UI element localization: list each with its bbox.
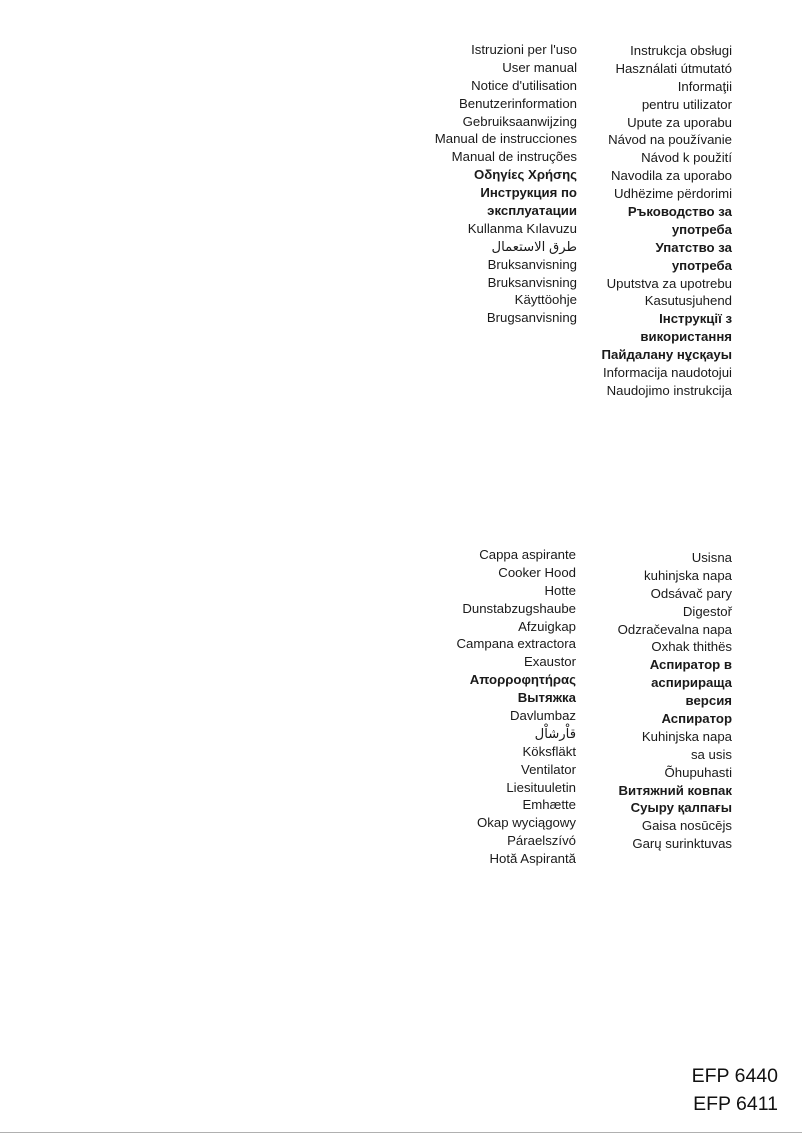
hood-name-line: Dunstabzugshaube bbox=[462, 600, 576, 616]
manual-title-line: Brugsanvisning bbox=[486, 310, 577, 326]
hood-name-line: Liesituuletin bbox=[506, 779, 576, 795]
hood-name-line: Páraelszívó bbox=[507, 833, 576, 849]
hood-name-line: Hotte bbox=[544, 582, 576, 598]
user-manual-titles-right bbox=[602, 42, 732, 400]
hood-name-line: Gaisa nosūcējs bbox=[641, 818, 732, 834]
manual-title-line: Használati útmutató bbox=[615, 60, 732, 76]
hood-name-line: Вытяжка bbox=[517, 690, 576, 706]
hood-name-line: sa usis bbox=[690, 746, 732, 762]
manual-title-line: Οδηγίες Χρήσης bbox=[473, 167, 577, 183]
manual-title-line: Інструкції з bbox=[659, 311, 732, 327]
manual-title-line: Manual de instruções bbox=[451, 149, 577, 165]
manual-title-line: Uputstva za upotrebu bbox=[606, 275, 732, 291]
cooker-hood-names-left bbox=[457, 546, 576, 868]
hood-name-line: Davlumbaz bbox=[510, 708, 576, 724]
hood-name-line: Cappa aspirante bbox=[479, 547, 576, 562]
hood-name-line: Аспиратор в bbox=[649, 657, 732, 673]
manual-title-line: використання bbox=[640, 329, 732, 345]
manual-title-line: Naudojimo instrukcija bbox=[606, 382, 732, 398]
manual-title-line: Ръководство за bbox=[627, 204, 732, 220]
hood-name-line: Odsávač pary bbox=[650, 585, 732, 601]
manual-title-line: Gebruiksaanwijzing bbox=[462, 113, 577, 129]
hood-name-line: Витяжний ковпак bbox=[618, 782, 732, 798]
manual-title-line: Navodila za uporabo bbox=[611, 168, 732, 184]
hood-name-line: Õhupuhasti bbox=[664, 764, 732, 780]
manual-title-line: Upute za uporabu bbox=[627, 114, 732, 130]
hood-name-line: Kuhinjska napa bbox=[641, 728, 732, 744]
manual-title-line: Упатство за bbox=[655, 239, 732, 255]
model-code: EFP 6440 bbox=[691, 1065, 778, 1087]
manual-title-line: Istruzioni per l'uso bbox=[471, 42, 577, 57]
manual-title-line: Návod k použití bbox=[641, 150, 732, 166]
manual-title-line: طرق الاستعمال bbox=[491, 238, 577, 254]
manual-title-line: Bruksanvisning bbox=[487, 256, 577, 272]
hood-name-line: Digestoř bbox=[682, 603, 732, 619]
hood-name-line: Köksfläkt bbox=[522, 743, 576, 759]
manual-title-line: Manual de instrucciones bbox=[434, 131, 577, 147]
manual-title-line: Benutzerinformation bbox=[458, 95, 577, 111]
hood-name-line: Cooker Hood bbox=[498, 564, 576, 580]
manual-title-line: Kasutusjuhend bbox=[644, 293, 732, 309]
manual-title-line: Kullanma Kılavuzu bbox=[467, 220, 577, 236]
manual-title-line: Bruksanvisning bbox=[487, 274, 577, 290]
hood-name-line: Ventilator bbox=[521, 761, 576, 777]
manual-title-line: User manual bbox=[502, 59, 577, 75]
manual-title-line: эксплуатации bbox=[487, 203, 577, 219]
model-code: EFP 6411 bbox=[693, 1093, 778, 1115]
manual-title-line: Informacija naudotojui bbox=[602, 365, 732, 381]
manual-title-line: Udhëzime përdorimi bbox=[614, 186, 732, 202]
hood-name-line: Суыру қалпағы bbox=[630, 800, 732, 816]
manual-title-line: pentru utilizator bbox=[641, 96, 732, 112]
hood-name-line: Okap wyciągowy bbox=[477, 815, 576, 831]
hood-name-line: версия bbox=[685, 693, 732, 709]
manual-title-line: Informaţii bbox=[677, 78, 732, 94]
hood-name-line: Emhætte bbox=[522, 797, 576, 813]
manual-title-line: Instrukcja obsługi bbox=[630, 43, 732, 58]
manual-title-line: употреба bbox=[671, 221, 732, 237]
manual-title-line: Инструкция по bbox=[480, 185, 577, 201]
user-manual-titles-left bbox=[435, 41, 577, 327]
hood-name-line: Odzračevalna napa bbox=[617, 621, 732, 637]
hood-name-line: аспирираща bbox=[651, 675, 732, 691]
hood-name-line: Garų surinktuvas bbox=[632, 836, 732, 852]
hood-name-line: Exaustor bbox=[523, 654, 576, 670]
manual-title-line: Návod na používanie bbox=[608, 132, 732, 148]
hood-name-line: قاْرشاْل bbox=[534, 725, 576, 741]
hood-name-line: Oxhak thithës bbox=[651, 639, 732, 655]
hood-name-line: Usisna bbox=[691, 550, 732, 565]
hood-name-line: Campana extractora bbox=[456, 636, 576, 652]
hood-name-line: Hotă Aspirantă bbox=[489, 851, 576, 867]
manual-title-line: Käyttöohje bbox=[514, 292, 577, 308]
cooker-hood-names-right bbox=[618, 549, 732, 853]
hood-name-line: Afzuigkap bbox=[518, 618, 576, 634]
hood-name-line: Απορροφητήρας bbox=[469, 672, 576, 688]
hood-name-line: kuhinjska napa bbox=[644, 567, 732, 583]
manual-title-line: Notice d'utilisation bbox=[471, 77, 577, 93]
manual-title-line: Пайдалану нұсқауы bbox=[601, 347, 732, 363]
model-codes bbox=[692, 1062, 778, 1118]
hood-name-line: Аспиратор bbox=[661, 711, 732, 727]
manual-title-line: употреба bbox=[671, 257, 732, 273]
bottom-divider bbox=[0, 1132, 802, 1133]
